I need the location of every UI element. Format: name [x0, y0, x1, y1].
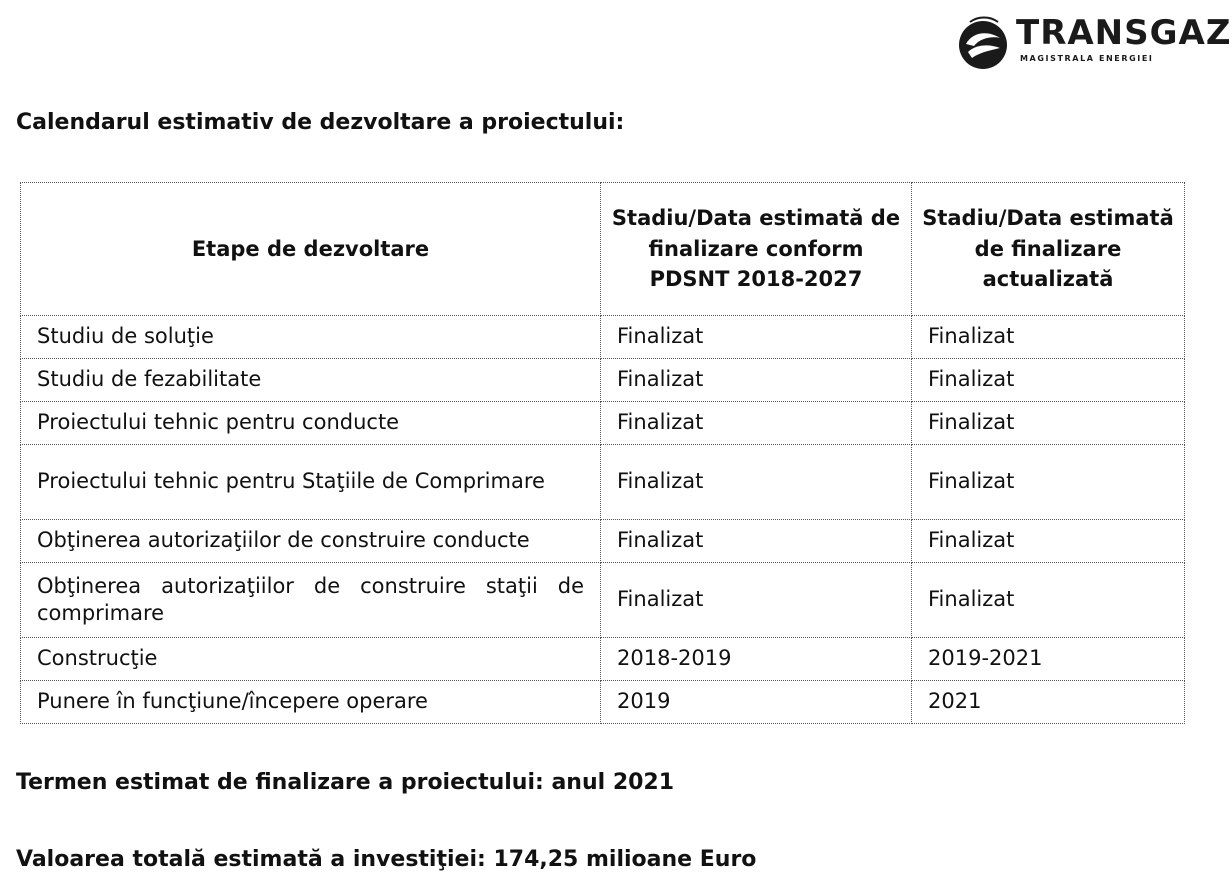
cell-pdsnt: 2018-2019 [601, 638, 912, 681]
cell-pdsnt: Finalizat [601, 316, 912, 359]
cell-pdsnt: 2019 [601, 681, 912, 724]
cell-pdsnt: Finalizat [601, 445, 912, 520]
cell-actualizata: 2019-2021 [912, 638, 1185, 681]
cell-actualizata: Finalizat [912, 520, 1185, 563]
cell-etapa: Proiectului tehnic pentru Staţiile de Comprimare [21, 445, 601, 520]
cell-pdsnt: Finalizat [601, 563, 912, 638]
table-row [21, 316, 1185, 359]
cell-etapa: Obţinerea autorizaţiilor de construire conducte [21, 520, 601, 563]
page-title: Calendarul estimativ de dezvoltare a proiectului: [16, 110, 625, 135]
logo-wordmark: TRANSGAZ [1016, 13, 1232, 53]
development-calendar-table [20, 182, 1185, 724]
cell-etapa: Obţinerea autorizaţiilor de construire staţii de comprimare [21, 563, 601, 638]
cell-actualizata: Finalizat [912, 402, 1185, 445]
transgaz-logo [952, 10, 1232, 70]
estimated-total-investment: Valoarea totală estimată a investiţiei: 174,25 milioane Euro [16, 847, 757, 872]
table-row [21, 520, 1185, 563]
header-actualizata: Stadiu/Data estimată de finalizare actualizată [912, 183, 1185, 316]
table-row [21, 445, 1185, 520]
table-row [21, 638, 1185, 681]
cell-etapa: Studiu de soluţie [21, 316, 601, 359]
cell-pdsnt: Finalizat [601, 520, 912, 563]
table-row [21, 681, 1185, 724]
cell-pdsnt: Finalizat [601, 359, 912, 402]
transgaz-logo-icon [954, 14, 1012, 72]
cell-etapa: Proiectului tehnic pentru conducte [21, 402, 601, 445]
cell-etapa: Studiu de fezabilitate [21, 359, 601, 402]
table-row [21, 359, 1185, 402]
logo-subtitle: MAGISTRALA ENERGIEI [1020, 54, 1154, 63]
cell-actualizata: Finalizat [912, 316, 1185, 359]
table-row [21, 563, 1185, 638]
header-pdsnt: Stadiu/Data estimată de finalizare conform PDSNT 2018-2027 [601, 183, 912, 316]
table-row [21, 402, 1185, 445]
cell-pdsnt: Finalizat [601, 402, 912, 445]
cell-actualizata: Finalizat [912, 445, 1185, 520]
cell-etapa: Punere în funcţiune/începere operare [21, 681, 601, 724]
cell-actualizata: 2021 [912, 681, 1185, 724]
cell-actualizata: Finalizat [912, 563, 1185, 638]
header-etape: Etape de dezvoltare [21, 183, 601, 316]
estimated-completion-term: Termen estimat de finalizare a proiectului: anul 2021 [16, 770, 675, 795]
table-header-row [21, 183, 1185, 316]
cell-etapa: Construcţie [21, 638, 601, 681]
cell-actualizata: Finalizat [912, 359, 1185, 402]
